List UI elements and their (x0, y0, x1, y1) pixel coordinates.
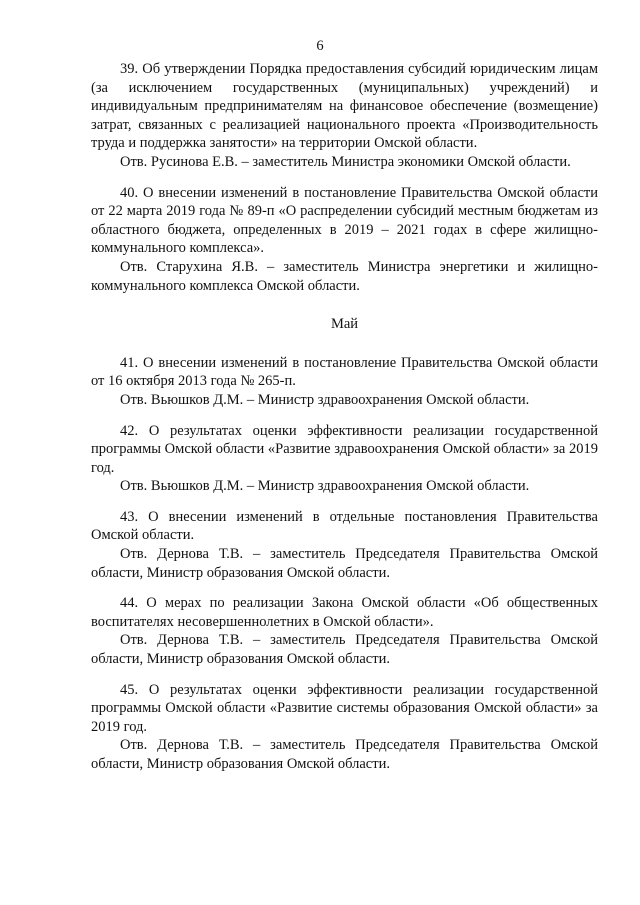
section-heading-may: Май (330, 316, 359, 333)
item-responsible: Отв. Вьюшков Д.М. – Министр здравоохранения Омской области. (120, 478, 530, 495)
item-responsible: Отв. Вьюшков Д.М. – Министр здравоохранения Омской области. (120, 391, 530, 408)
item-text: 39. Об утверждении Порядка предоставления субсидий юридическим лицам (за исключением государственных (муниципальных) учреждений) и индивидуальным предпринимателям на финансовое обеспечение (возмещение) затрат, связанных с реализацией национального проекта «Производительность труда и поддержка занятости» на территории Омской области. (91, 61, 598, 152)
page-number: 6 (316, 38, 324, 54)
item-text: 45. О результатах оценки эффективности реализации государственной программы Омской области «Развитие системы образования Омской области» за 2019 год. (91, 681, 598, 735)
item-responsible: Отв. Дернова Т.В. – заместитель Председателя Правительства Омской области, Министр образования Омской области. (91, 632, 598, 668)
item-text: 40. О внесении изменений в постановление Правительства Омской области от 22 марта 2019 года № 89-п «О распределении субсидий местным бюджетам из областного бюджета, определенных в 2019 – 2021 годах в сфере жилищно-коммунального комплекса». (91, 184, 598, 257)
agenda-item-39 (91, 60, 598, 172)
agenda-item-43 (91, 508, 598, 582)
document-body (91, 60, 598, 774)
agenda-item-40 (91, 184, 598, 296)
agenda-item-42 (91, 422, 598, 496)
item-responsible: Отв. Дернова Т.В. – заместитель Председателя Правительства Омской области, Министр образования Омской области. (91, 546, 598, 581)
item-responsible: Отв. Русинова Е.В. – заместитель Министра экономики Омской области. (120, 153, 571, 170)
item-text: 41. О внесении изменений в постановление Правительства Омской области от 16 октября 2013 года № 265-п. (91, 354, 598, 390)
item-text: 43. О внесении изменений в отдельные постановления Правительства Омской области. (91, 508, 598, 544)
agenda-item-41 (91, 354, 598, 410)
item-text: 44. О мерах по реализации Закона Омской области «Об общественных воспитателях несовершеннолетних в Омской области». (91, 595, 598, 630)
agenda-item-45 (91, 681, 598, 774)
agenda-item-44 (91, 594, 598, 668)
item-text: 42. О результатах оценки эффективности реализации государственной программы Омской области «Развитие здравоохранения Омской области» за 2019 год. (91, 422, 598, 476)
item-responsible: Отв. Старухина Я.В. – заместитель Министра энергетики и жилищно-коммунального комплекса Омской области. (91, 258, 598, 294)
item-responsible: Отв. Дернова Т.В. – заместитель Председателя Правительства Омской области, Министр образования Омской области. (91, 737, 598, 772)
